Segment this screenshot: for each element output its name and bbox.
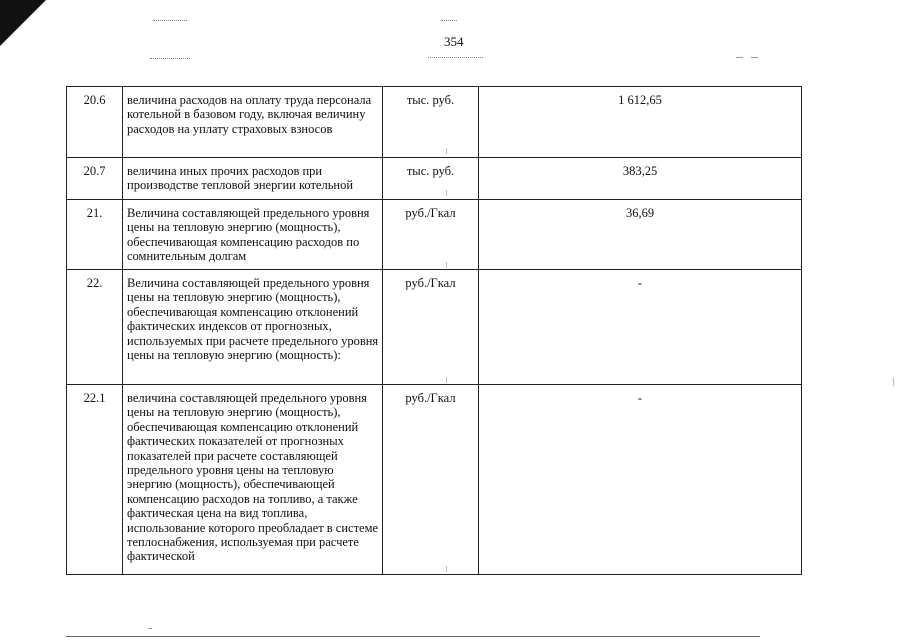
scan-noise [148,628,152,629]
row-value: 1 612,65 [479,87,802,158]
page-number: 354 [444,34,464,49]
scan-noise [751,57,758,58]
row-description: величина составляющей предельного уровня цены на тепловую энергию (мощность), обеспечивающая компенсацию отклонений фактических показателей от прогнозных показателей при расчете составляющей предельного уровня цены на тепловую энергию (мощность), обеспечивающей компенсацию расходов на топливо, а также фактическая цена на вид топлива, использование которого преобладает в системе теплоснабжения, используемая при расчете фактической [123,385,383,575]
scan-noise [153,20,187,21]
row-description: Величина составляющей предельного уровня цены на тепловую энергию (мощность), обеспечивающая компенсацию отклонений фактических индексов от прогнозных, используемых при расчете предельного уровня цены на тепловую энергию (мощность): [123,270,383,385]
row-number: 22.1 [67,385,123,575]
table-row [67,87,802,158]
row-description: Величина составляющей предельного уровня цены на тепловую энергию (мощность), обеспечивающая компенсацию расходов по сомнительным долгам [123,200,383,270]
tariff-table [66,86,802,575]
row-value: 36,69 [479,200,802,270]
scan-noise [446,262,447,268]
table-row [67,270,802,385]
scan-noise [446,377,447,383]
row-number: 21. [67,200,123,270]
row-unit: тыс. руб. [383,87,479,158]
scan-noise [446,190,447,196]
scan-noise [446,566,447,572]
table-row [67,385,802,575]
scan-bottom-edge [66,636,760,637]
row-description: величина иных прочих расходов при производстве тепловой энергии котельной [123,158,383,200]
table-row [67,158,802,200]
row-value: - [479,385,802,575]
row-value: 383,25 [479,158,802,200]
row-unit: руб./Гкал [383,385,479,575]
row-number: 22. [67,270,123,385]
scan-noise [428,57,483,58]
row-unit: руб./Гкал [383,270,479,385]
row-number: 20.6 [67,87,123,158]
row-description: величина расходов на оплату труда персонала котельной в базовом году, включая величину расходов на уплату страховых взносов [123,87,383,158]
scan-noise [893,378,894,386]
row-unit: тыс. руб. [383,158,479,200]
scan-corner-artifact [0,0,46,46]
scan-noise [736,57,743,58]
table-row [67,200,802,270]
scan-noise [150,58,190,59]
scan-noise [441,20,457,21]
scan-noise [446,148,447,154]
row-value: - [479,270,802,385]
row-number: 20.7 [67,158,123,200]
row-unit: руб./Гкал [383,200,479,270]
